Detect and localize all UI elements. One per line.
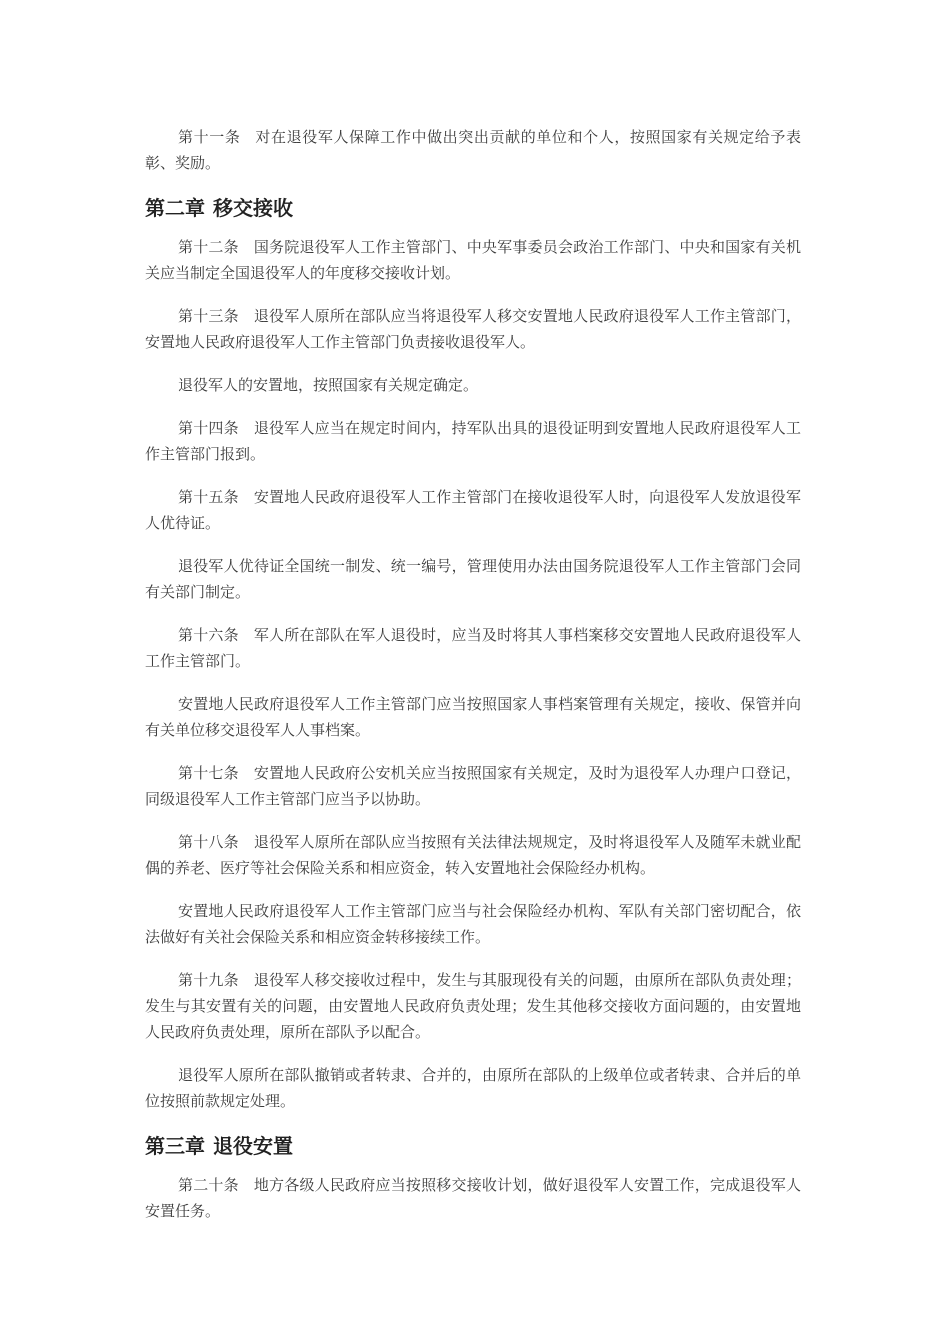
article-16-clause-2 bbox=[145, 691, 801, 743]
article-14 bbox=[145, 415, 801, 467]
chapter-title: 移交接收 bbox=[213, 196, 293, 220]
article-number: 第二十条 bbox=[178, 1176, 239, 1194]
article-15-clause-2 bbox=[145, 553, 801, 605]
article-17 bbox=[145, 760, 801, 812]
article-number: 第十三条 bbox=[178, 307, 239, 325]
chapter-title: 退役安置 bbox=[213, 1134, 293, 1158]
article-text: 国务院退役军人工作主管部门、中央军事委员会政治工作部门、中央和国家有关机关应当制定全国退役军人的年度移交接收计划。 bbox=[145, 238, 801, 282]
article-12 bbox=[145, 234, 801, 286]
article-text: 安置地人民政府退役军人工作主管部门应当按照国家人事档案管理有关规定，接收、保管并向有关单位移交退役军人人事档案。 bbox=[145, 695, 801, 739]
article-number: 第十八条 bbox=[178, 833, 239, 851]
article-19-clause-2 bbox=[145, 1062, 801, 1114]
article-text: 安置地人民政府公安机关应当按照国家有关规定，及时为退役军人办理户口登记，同级退役军人工作主管部门应当予以协助。 bbox=[145, 764, 801, 808]
chapter-3-heading bbox=[145, 1132, 801, 1160]
article-20 bbox=[145, 1172, 801, 1224]
article-text: 退役军人原所在部队撤销或者转隶、合并的，由原所在部队的上级单位或者转隶、合并后的单位按照前款规定处理。 bbox=[145, 1066, 801, 1110]
article-text: 安置地人民政府退役军人工作主管部门应当与社会保险经办机构、军队有关部门密切配合，依法做好有关社会保险关系和相应资金转移接续工作。 bbox=[145, 902, 801, 946]
article-text: 对在退役军人保障工作中做出突出贡献的单位和个人，按照国家有关规定给予表彰、奖励。 bbox=[145, 128, 801, 172]
article-text: 退役军人移交接收过程中，发生与其服现役有关的问题，由原所在部队负责处理；发生与其安置有关的问题，由安置地人民政府负责处理；发生其他移交接收方面问题的，由安置地人民政府负责处理，原所在部队予以配合。 bbox=[145, 971, 801, 1041]
article-number: 第十一条 bbox=[178, 128, 241, 146]
article-number: 第十七条 bbox=[178, 764, 239, 782]
article-text: 退役军人原所在部队应当按照有关法律法规规定，及时将退役军人及随军未就业配偶的养老、医疗等社会保险关系和相应资金，转入安置地社会保险经办机构。 bbox=[145, 833, 801, 877]
article-number: 第十五条 bbox=[178, 488, 239, 506]
article-11 bbox=[145, 124, 801, 176]
article-18 bbox=[145, 829, 801, 881]
article-text: 退役军人优待证全国统一制发、统一编号，管理使用办法由国务院退役军人工作主管部门会同有关部门制定。 bbox=[145, 557, 801, 601]
article-text: 安置地人民政府退役军人工作主管部门在接收退役军人时，向退役军人发放退役军人优待证。 bbox=[145, 488, 801, 532]
article-number: 第十九条 bbox=[178, 971, 239, 989]
article-text: 军人所在部队在军人退役时，应当及时将其人事档案移交安置地人民政府退役军人工作主管部门。 bbox=[145, 626, 801, 670]
article-text: 退役军人的安置地，按照国家有关规定确定。 bbox=[178, 376, 479, 394]
article-number: 第十四条 bbox=[178, 419, 239, 437]
article-15 bbox=[145, 484, 801, 536]
article-number: 第十二条 bbox=[178, 238, 239, 256]
article-13-clause-2 bbox=[145, 372, 801, 398]
article-19 bbox=[145, 967, 801, 1045]
article-text: 退役军人原所在部队应当将退役军人移交安置地人民政府退役军人工作主管部门，安置地人民政府退役军人工作主管部门负责接收退役军人。 bbox=[145, 307, 801, 351]
chapter-number: 第三章 bbox=[145, 1134, 205, 1158]
chapter-number: 第二章 bbox=[145, 196, 205, 220]
document-body bbox=[145, 124, 801, 1241]
article-18-clause-2 bbox=[145, 898, 801, 950]
article-text: 地方各级人民政府应当按照移交接收计划，做好退役军人安置工作，完成退役军人安置任务。 bbox=[145, 1176, 801, 1220]
article-number: 第十六条 bbox=[178, 626, 239, 644]
article-16 bbox=[145, 622, 801, 674]
chapter-2-heading bbox=[145, 194, 801, 222]
article-13 bbox=[145, 303, 801, 355]
article-text: 退役军人应当在规定时间内，持军队出具的退役证明到安置地人民政府退役军人工作主管部门报到。 bbox=[145, 419, 801, 463]
